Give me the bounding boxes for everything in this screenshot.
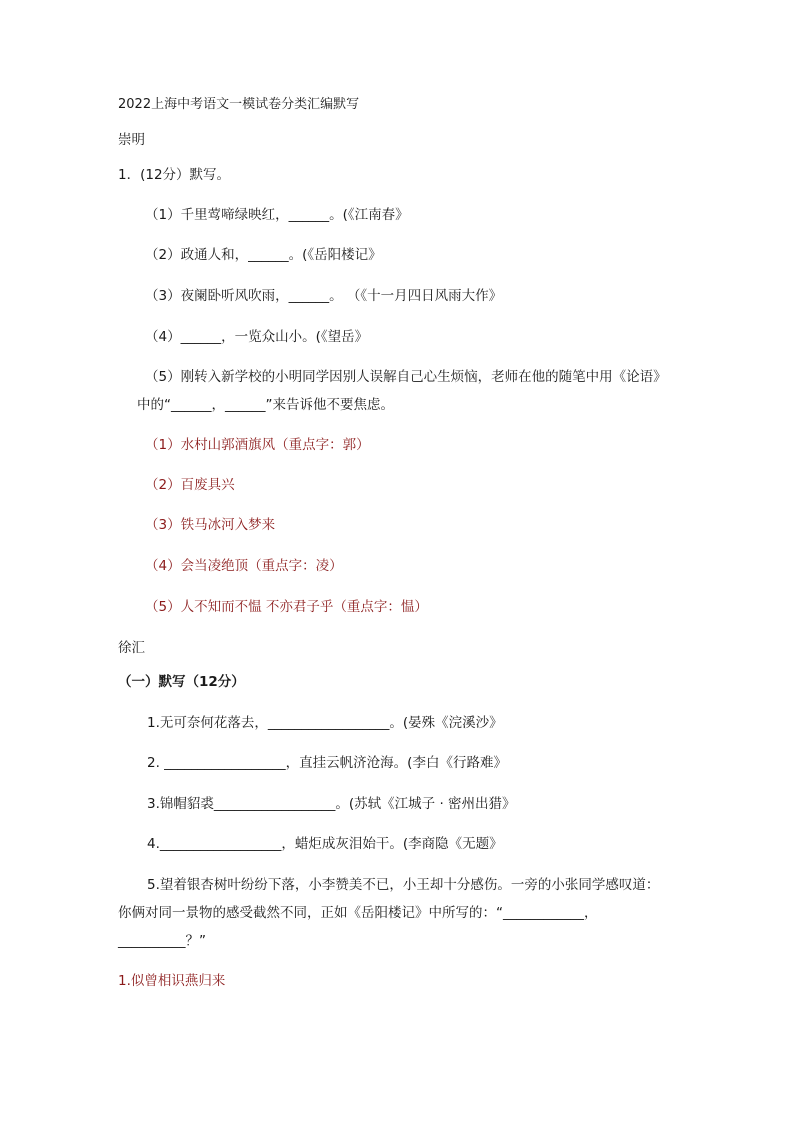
question-item-continuation: 你俩对同一景物的感受截然不同，正如《岳阳楼记》中所写的：“____________， (118, 905, 598, 921)
answer-item: 1.似曾相识燕归来 (118, 973, 226, 989)
section-heading-chongming: 崇明 (118, 132, 145, 148)
answer-item: （5）人不知而不愠 不亦君子乎（重点字：愠） (145, 599, 428, 615)
answer-item: （2）百废具兴 (145, 477, 235, 493)
document-title: 2022上海中考语文一模试卷分类汇编默写 (118, 97, 360, 112)
answer-item: （1）水村山郭酒旗风（重点字：郭） (145, 437, 370, 453)
question-item-continuation: __________？” (118, 933, 206, 949)
question-item: 2. __________________，直挂云帆济沧海。(李白《行路难》 (147, 755, 507, 771)
question-item: （1）千里莺啼绿映红，______。(《江南春》 (145, 207, 409, 223)
question-item: （3）夜阑卧听风吹雨，______。 （《十一月四日风雨大作》 (145, 288, 503, 304)
question-item: （4）______，一览众山小。(《望岳》 (145, 329, 369, 345)
question-item: （2）政通人和，______。(《岳阳楼记》 (145, 247, 382, 263)
question-item: 3.锦帽貂裘__________________。(苏轼《江城子 · 密州出猎》 (147, 796, 516, 812)
answer-item: （4）会当凌绝顶（重点字：凌） (145, 558, 343, 574)
question-header-chongming: 1．(12分）默写。 (118, 167, 231, 183)
answer-item: （3）铁马冰河入梦来 (145, 517, 276, 533)
question-header-xuhui: （一）默写（12分） (118, 674, 245, 690)
question-item: （5）刚转入新学校的小明同学因别人误解自己心生烦恼，老师在他的随笔中用《论语》 (145, 369, 667, 385)
question-item-continuation: 中的“______，______”来告诉他不要焦虑。 (137, 397, 394, 413)
question-item: 5.望着银杏树叶纷纷下落，小李赞美不已，小王却十分感伤。一旁的小张同学感叹道： (147, 877, 660, 893)
section-heading-xuhui: 徐汇 (118, 640, 145, 656)
question-item: 4.__________________，蜡炬成灰泪始干。(李商隐《无题》 (147, 836, 503, 852)
question-item: 1.无可奈何花落去，__________________。(晏殊《浣溪沙》 (147, 715, 503, 731)
